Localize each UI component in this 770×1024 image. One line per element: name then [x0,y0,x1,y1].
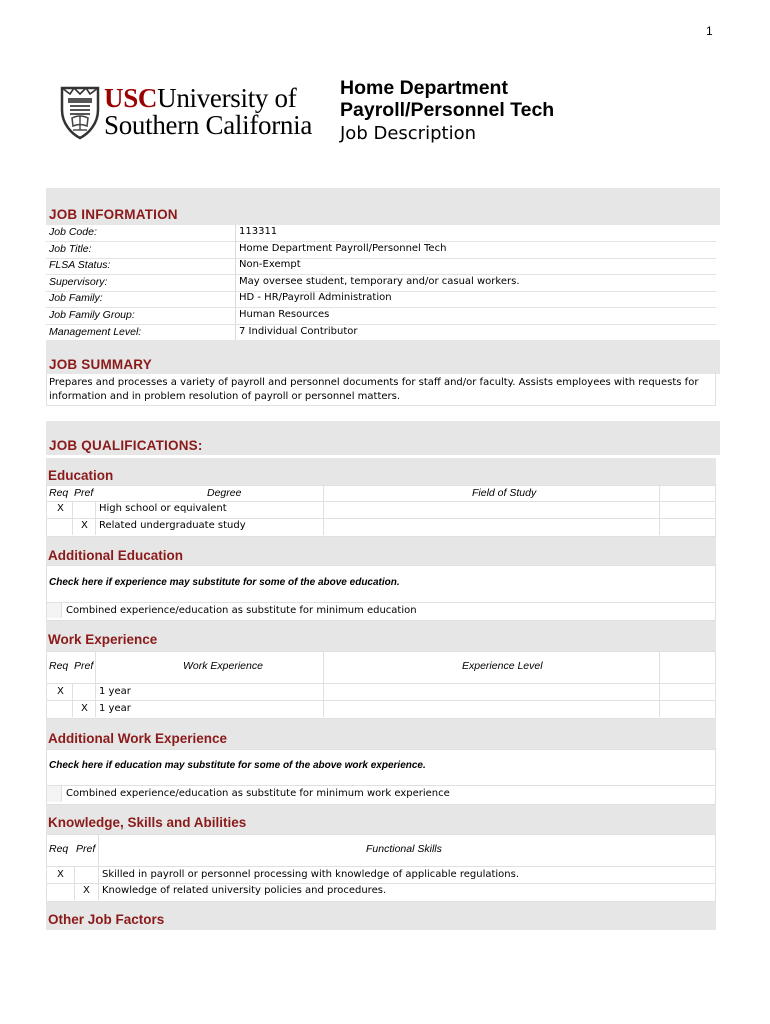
job-info-row [46,258,716,275]
education-grid-vline [72,501,73,535]
other-job-factors-heading: Other Job Factors [48,912,165,927]
work-experience-row-1-req: X [57,686,64,697]
work-experience-grid-line [46,683,716,684]
education-col-degree: Degree [207,487,242,499]
job-summary-heading: JOB SUMMARY [49,357,152,372]
job-info-row [46,291,716,308]
education-band [46,458,716,486]
education-col-field: Field of Study [472,487,537,499]
usc-shield-icon [58,84,102,140]
ksa-grid-line [46,883,716,884]
work-experience-col-req: Req [49,660,69,672]
job-info-row [46,242,716,259]
job-info-value: Human Resources [239,309,330,320]
job-info-label: FLSA Status: [49,259,111,272]
job-info-label: Job Code: [49,226,97,238]
work-experience-grid-vline [323,651,324,717]
education-col-req: Req [49,487,69,499]
job-info-value: 113311 [239,226,278,237]
job-info-divider [235,275,236,292]
usc-logo [58,84,328,142]
job-info-label: Supervisory: [49,275,108,288]
job-info-value: Non-Exempt [239,259,301,271]
job-summary-text: Prepares and processes a variety of payroll and personnel documents for staff and/or faculty. Assists employees with requests for information and in problem resolution of payroll or personnel matters. [49,377,699,402]
substitute-checkbox[interactable] [47,786,62,802]
job-info-value: HD - HR/Payroll Administration [239,292,392,304]
work-experience-grid-line [46,700,716,701]
education-row-2-pref: X [81,520,88,531]
additional-work-experience-check-text: Check here if education may substitute for some of the above work experience. [49,760,426,771]
additional-education-divider [46,602,716,603]
logo-usc: USC [104,83,158,113]
logo-text-line2: Southern California [104,110,313,140]
education-grid-vline [323,485,324,535]
logo-text-line1 [104,84,296,113]
ksa-grid-vline [74,866,75,900]
ksa-heading: Knowledge, Skills and Abilities [48,815,247,830]
ksa-grid-vline [98,834,99,900]
ksa-col-pref: Pref [76,843,96,855]
education-grid-line [46,501,716,502]
additional-education-heading: Additional Education [48,548,183,563]
work-experience-heading: Work Experience [48,632,158,647]
job-info-label: Job Family Group: [49,309,135,321]
title-line1: Home Department [340,77,508,99]
job-info-value: 7 Individual Contributor [239,325,358,337]
education-col-pref: Pref [74,487,94,499]
job-info-label: Job Family: [49,292,103,305]
ksa-row-1-value: Skilled in payroll or personnel processing with knowledge of applicable regulations. [102,869,520,880]
work-experience-grid-vline [95,651,96,717]
work-experience-table-grid [46,651,716,719]
education-heading: Education [48,468,114,483]
job-info-divider [235,308,236,325]
education-row-2-degree: Related undergraduate study [99,520,246,531]
job-info-value: May oversee student, temporary and/or casual workers. [239,275,520,287]
page-number: 1 [706,24,713,38]
additional-work-experience-divider [46,785,716,786]
logo-university: University of [157,83,297,113]
job-info-label: Job Title: [49,242,92,255]
additional-work-experience-substitute: Combined experience/education as substitute for minimum work experience [66,788,450,799]
job-info-row [46,275,716,292]
qualifications-heading: JOB QUALIFICATIONS: [49,438,203,453]
job-info-row [46,308,716,325]
job-info-divider [235,258,236,275]
substitute-checkbox[interactable] [47,603,62,618]
title-line2: Payroll/Personnel Tech [340,99,555,121]
ksa-col-req: Req [49,843,69,855]
additional-education-check-text: Check here if experience may substitute for some of the above education. [49,577,400,588]
work-experience-col-pref: Pref [74,660,94,672]
ksa-row-2-value: Knowledge of related university policies and procedures. [102,885,387,896]
job-info-label: Management Level: [49,325,142,338]
job-info-divider [235,225,236,242]
additional-education-substitute: Combined experience/education as substitute for minimum education [66,605,417,616]
job-information-heading: JOB INFORMATION [49,207,178,222]
work-experience-col-work: Work Experience [183,660,263,672]
ksa-row-2-pref: X [83,885,90,896]
job-info-value: Home Department Payroll/Personnel Tech [239,242,447,254]
job-summary-box [46,373,716,406]
education-row-1-degree: High school or equivalent [99,503,227,514]
work-experience-row-2-pref: X [81,703,88,714]
education-row-1-req: X [57,503,64,514]
education-grid-vline [95,501,96,535]
title-subtitle: Job Description [340,123,476,144]
job-info-row [46,225,716,242]
ksa-row-1-req: X [57,869,64,880]
work-experience-row-2-value: 1 year [99,703,131,714]
work-experience-col-level: Experience Level [462,660,543,672]
work-experience-grid-vline [72,683,73,717]
job-info-divider [235,291,236,308]
ksa-col-skills: Functional Skills [366,843,442,855]
education-grid-line [46,518,716,519]
work-experience-grid-vline [659,651,660,717]
education-grid-vline [659,485,660,535]
job-info-divider [235,242,236,259]
additional-work-experience-heading: Additional Work Experience [48,731,228,746]
ksa-grid-line [46,866,716,867]
work-experience-row-1-value: 1 year [99,686,131,697]
